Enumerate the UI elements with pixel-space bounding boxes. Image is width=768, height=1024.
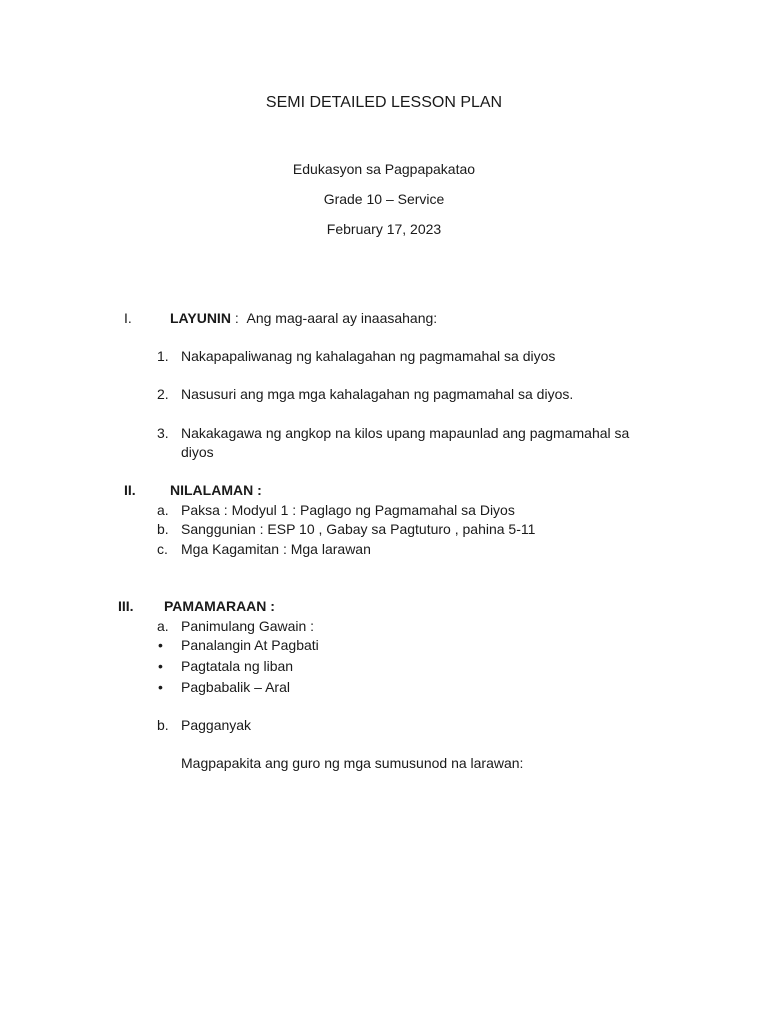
procedure-a-marker: a. xyxy=(157,618,169,634)
date-line: February 17, 2023 xyxy=(326,221,442,237)
content-c-text: Mga Kagamitan : Mga larawan xyxy=(181,541,371,557)
procedure-note: Magpapakita ang guro ng mga sumusunod na larawan: xyxy=(181,755,524,771)
bullet-dot-icon: • xyxy=(158,658,163,674)
objective-1-text: Nakapapaliwanag ng kahalagahan ng pagmamahal sa diyos xyxy=(181,348,556,364)
section-1-heading-line xyxy=(170,310,437,326)
section-3-heading: PAMAMARAAN : xyxy=(164,598,275,614)
objective-1-marker: 1. xyxy=(157,348,169,364)
procedure-a-text: Panimulang Gawain : xyxy=(181,618,315,634)
procedure-b-text: Pagganyak xyxy=(181,717,252,733)
procedure-bullet-2: Pagtatala ng liban xyxy=(181,658,294,674)
objective-2-text: Nasusuri ang mga mga kahalagahan ng pagmamahal sa diyos. xyxy=(181,386,574,402)
subject-line: Edukasyon sa Pagpapakatao xyxy=(292,161,476,177)
objective-3-text-continued: diyos xyxy=(181,444,214,460)
section-1-colon: : xyxy=(230,310,239,326)
content-b-marker: b. xyxy=(157,521,169,537)
section-2-heading: NILALAMAN : xyxy=(170,482,262,498)
objective-2-marker: 2. xyxy=(157,386,169,402)
procedure-bullet-3: Pagbabalik – Aral xyxy=(181,679,290,695)
objective-3-text: Nakakagawa ng angkop na kilos upang mapaunlad ang pagmamahal sa xyxy=(181,425,630,441)
section-1-numeral: I. xyxy=(124,310,132,326)
procedure-b-marker: b. xyxy=(157,717,169,733)
document-title: SEMI DETAILED LESSON PLAN xyxy=(265,94,503,111)
objective-3-marker: 3. xyxy=(157,425,169,441)
bullet-dot-icon: • xyxy=(158,679,163,695)
content-c-marker: c. xyxy=(157,541,168,557)
section-3-numeral: III. xyxy=(118,598,134,614)
content-a-text: Paksa : Modyul 1 : Paglago ng Pagmamahal sa Diyos xyxy=(181,502,515,518)
bullet-dot-icon: • xyxy=(158,637,163,653)
section-1-intro: Ang mag-aaral ay inaasahang: xyxy=(246,310,438,326)
content-a-marker: a. xyxy=(157,502,169,518)
section-1-heading: LAYUNIN xyxy=(170,310,231,326)
procedure-bullet-1: Panalangin At Pagbati xyxy=(181,637,319,653)
content-b-text: Sanggunian : ESP 10 , Gabay sa Pagtuturo , pahina 5-11 xyxy=(181,521,536,537)
grade-line: Grade 10 – Service xyxy=(323,191,445,207)
section-2-numeral: II. xyxy=(124,482,136,498)
